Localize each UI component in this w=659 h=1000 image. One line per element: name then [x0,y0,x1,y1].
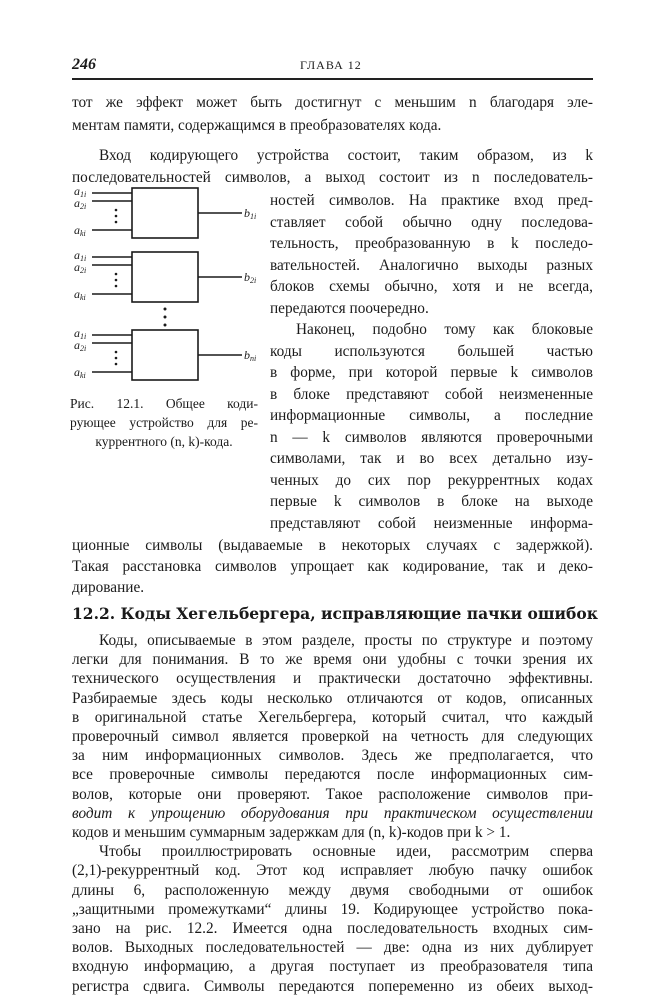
caption-line: куррентного (n, k)-кода. [95,434,233,449]
text-line: зано на рис. 12.2. Имеется одна последовательность входных сим- [72,920,593,937]
text-line: передаются поочередно. [270,299,429,317]
text-line: ставляет собой обычно одну последова- [270,213,593,231]
text-line: (2,1)-рекуррентный код. Этот код исправляет любую пачку ошибок [72,862,593,880]
text-line: первые k символов в блоке на выходе [270,493,593,510]
input-label: aki [74,223,86,238]
text-line: последовательностей символов, а выход состоит из n последователь- [72,169,593,186]
input-label: aki [74,287,86,302]
text-line: представляют собой неизменные информа- [270,514,593,532]
text-line: водит к упрощению оборудования при практическом осуществлении [72,804,593,822]
text-line: в блоке представяют собой неизмененные [270,385,593,403]
input-label: a2i [74,338,87,353]
text-line: „защитными промежутками“ длины 19. Кодирующее устройство пока- [72,900,593,918]
text-line: проверочный символ является проверкой на четность для следующих [72,728,593,745]
input-label: a1i [74,248,87,263]
output-label: b1i [244,206,257,221]
text-line: ченных до сих пор рекуррентных кодах [270,471,593,489]
text-line: регистра сдвига. Символы передаются попеременно из обеих выход- [72,977,593,995]
text-line: тот же эффект может быть достигнут с меньшим n благодаря эле- [72,94,593,111]
text-line: блоков схемы обычно, хотя и не всегда, [270,278,593,295]
text-line: информационные символы, а последние [270,407,593,424]
figure-caption [70,394,258,451]
text-line: кодов и меньшим суммарным задержкам для (n, k)-кодов при k > 1. [72,824,511,841]
text-line: ностей символов. На практике вход пред- [270,192,593,209]
running-head: ГЛАВА 12 [300,58,362,72]
text-line: волов, которые они проверяют. Такое расположение символов при- [72,785,593,803]
text-line: Наконец, подобно тому как блоковые [296,321,593,338]
text-line: за ним информационных символов. Здесь же предполагается, что [72,747,593,765]
text-line: Чтобы проиллюстрировать основные идеи, рассмотрим сперва [99,843,593,861]
section-heading: 12.2. Коды Хегельбергера, исправляющие пачки ошибок [72,604,598,623]
text-line: ционные символы (выдаваемые в некоторых случаях с задержкой). [72,537,593,554]
text-line: вательностей. Аналогично выходы разных [270,256,593,274]
text-line: легки для понимания. В то же время они удобны с точки зрения их [72,651,593,669]
input-label: a2i [74,260,87,275]
text-line: символами, так и во всех детально изу- [270,450,593,467]
output-label: b2i [244,270,257,285]
caption-line: рующее устройство для ре- [70,415,258,430]
text-line: Вход кодирующего устройства состоит, таким образом, из k [99,147,593,164]
header-rule [72,78,593,80]
text-line: в форме, при которой первые k символов [270,364,593,381]
text-line: волов. Выходных последовательностей — две: одна из них дублирует [72,939,593,957]
text-line: все проверочные символы передаются после информационных сим- [72,766,593,784]
input-label: a2i [74,196,87,211]
text-line: тельность, преобразованную в k последо- [270,235,593,252]
text-line: коды используются большей частью [270,342,593,360]
page-number: 246 [72,56,96,73]
caption-line: Рис. 12.1. Общее коди- [70,396,258,411]
text-line: технического осуществления и практически достаточно эффективны. [72,670,593,688]
input-label: a1i [74,184,87,199]
text-line: ментам памяти, содержащимся в преобразователях кода. [72,117,442,134]
text-line: длины 6, расположенную между двумя свободными от ошибок [72,881,593,899]
text-line: n — k символов являются проверочными [270,428,593,446]
input-label: a1i [74,326,87,341]
input-label: aki [74,365,86,380]
text-line: Разбираемые здесь коды несколько отличаются от кодов, описанных [72,689,593,707]
text-line: в оригинальной статье Хегельбергера, который считал, что каждый [72,708,593,726]
text-line: входную информацию, а другая поступает из преобразователя типа [72,958,593,976]
encoder-block-diagram [70,180,270,390]
text-line: Такая расстановка символов упрощает как кодирование, так и деко- [72,558,593,575]
text-line: Коды, описываемые в этом разделе, просты по структуре и поэтому [99,632,593,649]
text-line: дирование. [72,579,145,596]
output-label: bni [244,348,257,363]
